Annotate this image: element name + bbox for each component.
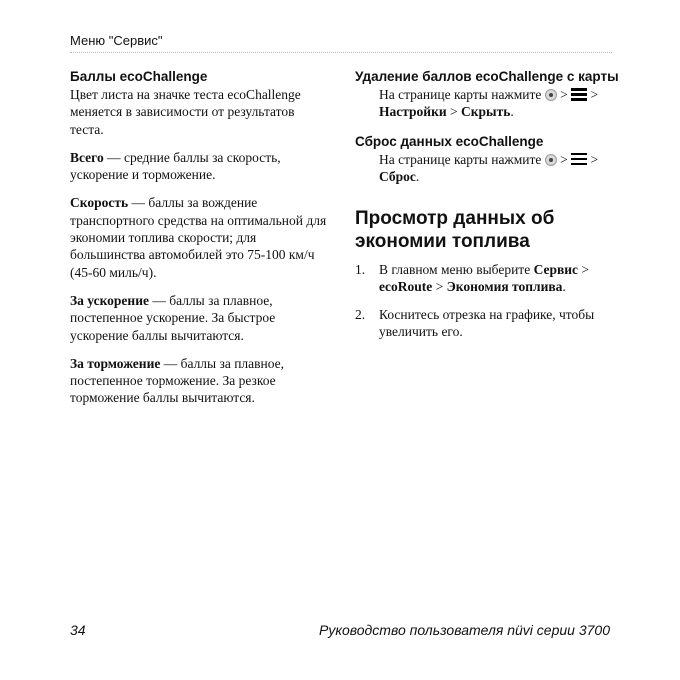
separator: > bbox=[590, 151, 599, 167]
step-1 bbox=[355, 261, 620, 296]
reset-data-heading: Сброс данных ecoChallenge bbox=[355, 133, 544, 149]
view-fuel-economy-heading: Просмотр данных об экономии топлива bbox=[355, 208, 555, 253]
separator: > bbox=[560, 87, 568, 102]
remove-text: На странице карты нажмите bbox=[379, 87, 542, 102]
ecochallenge-icon bbox=[545, 154, 557, 166]
left-column bbox=[70, 68, 330, 418]
remove-scores-heading: Удаление баллов ecoChallenge с карты bbox=[355, 69, 619, 84]
period: . bbox=[510, 104, 514, 120]
menu-icon bbox=[571, 153, 587, 165]
header-divider bbox=[70, 52, 612, 53]
separator: > bbox=[560, 151, 568, 167]
score-speed-text: — баллы за вождение транспортного средства на оптимальной для экономии топлива скорости; для большинства автомобилей это 75-100 км/ч (45-60 миль/ч). bbox=[70, 195, 327, 280]
step-number: 2. bbox=[355, 306, 366, 322]
period: . bbox=[415, 168, 420, 184]
menu-icon bbox=[571, 88, 587, 100]
score-braking-text: — баллы за плавное, постепенное торможение. За резкое торможение баллы вычитаются. bbox=[70, 355, 285, 406]
remove-scores-instruction bbox=[355, 86, 620, 121]
settings-path: Настройки bbox=[379, 104, 447, 120]
step-text bbox=[379, 261, 620, 296]
tools-path: Сервис bbox=[533, 262, 579, 278]
reset-text: На странице карты нажмите bbox=[379, 151, 542, 167]
reset-path: Сброс bbox=[379, 168, 416, 184]
steps-list bbox=[355, 261, 620, 340]
score-total-term: Всего bbox=[70, 149, 104, 165]
separator: > bbox=[578, 262, 590, 278]
score-speed bbox=[70, 194, 330, 280]
score-braking bbox=[70, 355, 330, 407]
right-column bbox=[355, 68, 620, 350]
score-acceleration bbox=[70, 292, 330, 344]
page-number: 34 bbox=[70, 622, 86, 638]
score-braking-term: За торможение bbox=[70, 355, 161, 371]
running-header: Меню "Сервис" bbox=[70, 33, 163, 48]
separator: > bbox=[432, 279, 447, 295]
hide-path: Скрыть bbox=[461, 104, 511, 120]
ecochallenge-icon bbox=[545, 89, 557, 101]
separator: > bbox=[450, 104, 458, 120]
step-2 bbox=[355, 306, 620, 341]
score-acceleration-term: За ускорение bbox=[70, 292, 149, 308]
manual-title: Руководство пользователя nüvi серии 3700 bbox=[319, 622, 610, 638]
step-number: 1. bbox=[355, 262, 366, 278]
score-total bbox=[70, 149, 330, 184]
score-acceleration-text: — баллы за плавное, постепенное ускорение. За быстрое ускорение баллы вычитаются. bbox=[70, 292, 276, 343]
ecochallenge-intro: Цвет листа на значке теста ecoChallenge меняется в зависимости от результатов теста. bbox=[70, 87, 301, 137]
step-1-text: В главном меню выберите bbox=[379, 262, 534, 278]
period: . bbox=[562, 279, 566, 295]
separator: > bbox=[590, 87, 599, 102]
fuel-economy-path: Экономия топлива bbox=[446, 279, 563, 295]
ecochallenge-scores-heading: Баллы ecoChallenge bbox=[70, 69, 208, 84]
step-2-text: Коснитесь отрезка на графике, чтобы увеличить его. bbox=[379, 306, 595, 340]
score-speed-term: Скорость bbox=[70, 195, 129, 211]
reset-data-instruction bbox=[355, 151, 620, 186]
score-total-text: — средние баллы за скорость, ускорение и торможение. bbox=[70, 149, 281, 183]
ecoroute-path: ecoRoute bbox=[379, 279, 433, 295]
